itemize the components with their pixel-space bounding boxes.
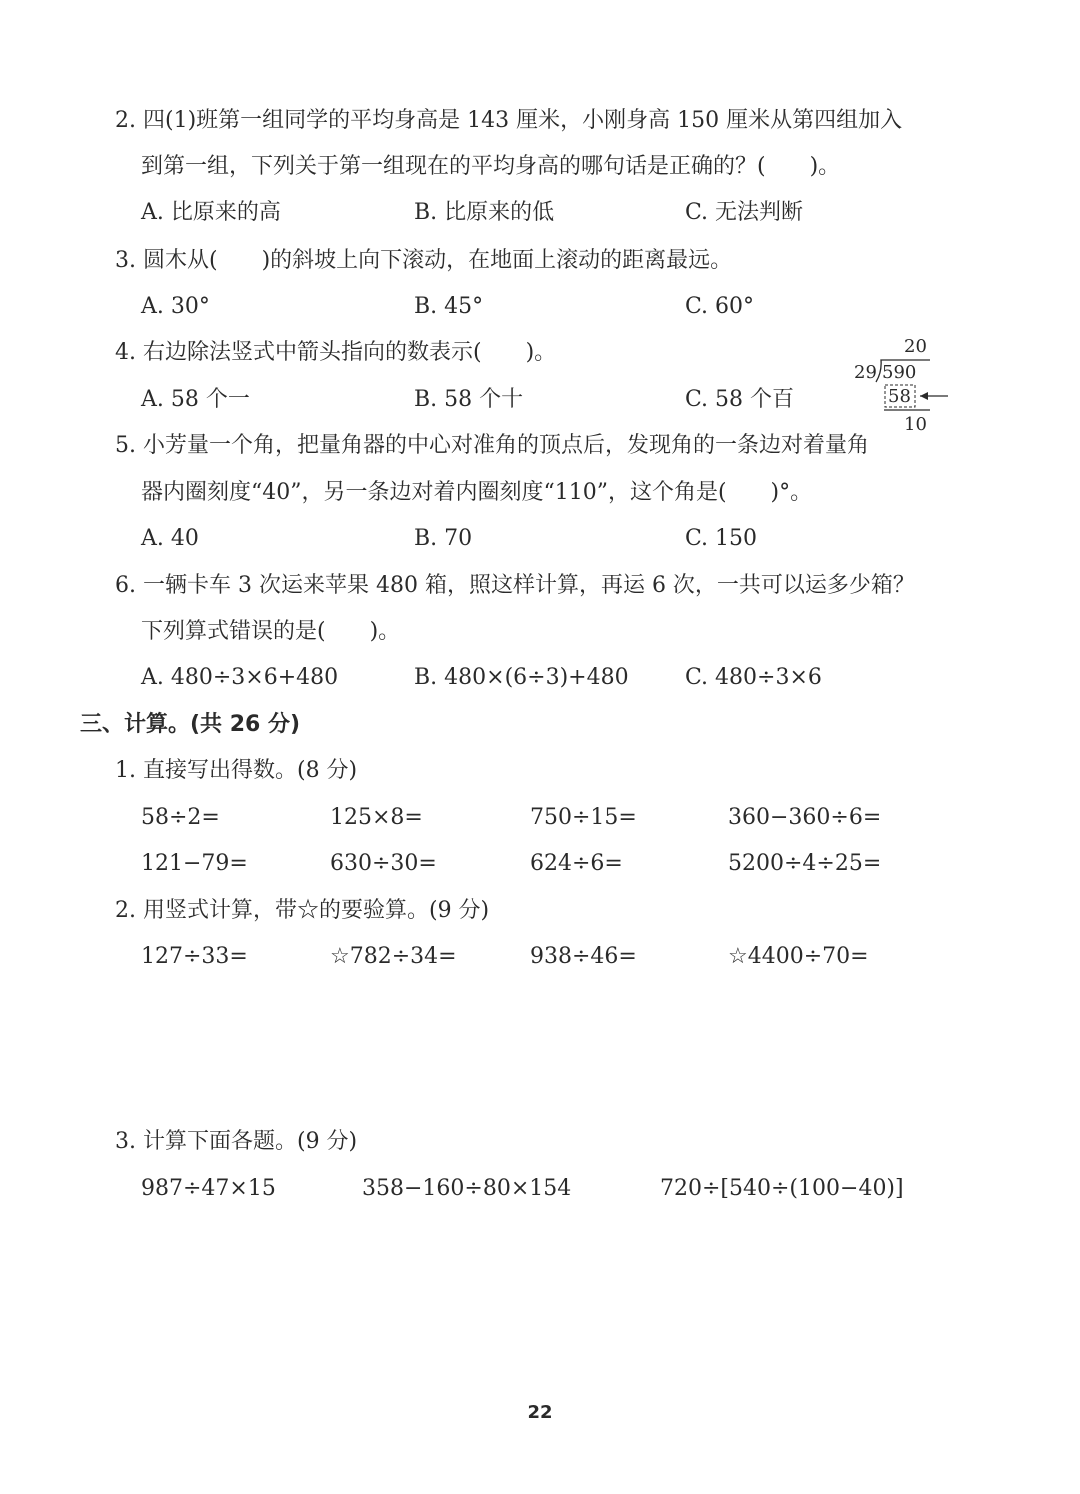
q6-option-a: A. 480÷3×6+480	[141, 665, 339, 690]
q2-option-a: A. 比原来的高	[141, 200, 281, 225]
p2-item: ☆782÷34=	[330, 944, 457, 969]
p3-item: 720÷[540÷(100−40)]	[660, 1176, 904, 1201]
q3-option-c: C. 60°	[685, 294, 755, 319]
division-divisor: 29	[854, 362, 877, 383]
q4-stem: 4. 右边除法竖式中箭头指向的数表示( )。	[115, 340, 557, 365]
q5-option-c: C. 150	[685, 526, 758, 551]
p3-item: 987÷47×15	[141, 1176, 276, 1201]
q6-option-b: B. 480×(6÷3)+480	[414, 665, 629, 690]
q6-stem-line2: 下列算式错误的是( )。	[141, 619, 401, 644]
q2-stem-line1: 2. 四(1)班第一组同学的平均身高是 143 厘米，小刚身高 150 厘米从第四组加入	[115, 108, 903, 133]
q5-option-a: A. 40	[141, 526, 199, 551]
p2-item: 938÷46=	[530, 944, 637, 969]
q2-stem-line2: 到第一组，下列关于第一组现在的平均身高的哪句话是正确的？( )。	[141, 154, 841, 179]
q3-stem: 3. 圆木从( )的斜坡上向下滚动，在地面上滚动的距离最远。	[115, 248, 733, 273]
q5-option-b: B. 70	[414, 526, 473, 551]
long-division-figure	[850, 336, 960, 436]
arrow-head-icon	[920, 392, 928, 400]
p1-item: 5200÷4÷25=	[728, 851, 882, 876]
page-number: 22	[527, 1402, 553, 1423]
division-lines	[850, 336, 960, 436]
division-remainder: 10	[904, 414, 927, 435]
p1-item: 58÷2=	[141, 805, 220, 830]
q2-option-b: B. 比原来的低	[414, 200, 555, 225]
p1-item: 360−360÷6=	[728, 805, 882, 830]
q3-option-b: B. 45°	[414, 294, 484, 319]
p1-item: 630÷30=	[330, 851, 437, 876]
dashed-box	[885, 385, 915, 407]
p2-title: 2. 用竖式计算，带☆的要验算。(9 分)	[115, 898, 490, 923]
p1-item: 750÷15=	[530, 805, 637, 830]
q5-stem-line1: 5. 小芳量一个角，把量角器的中心对准角的顶点后，发现角的一条边对着量角	[115, 433, 869, 458]
p3-item: 358−160÷80×154	[362, 1176, 572, 1201]
q2-option-c: C. 无法判断	[685, 200, 804, 225]
q6-stem-line1: 6. 一辆卡车 3 次运来苹果 480 箱，照这样计算，再运 6 次，一共可以运多少箱？	[115, 573, 915, 598]
p2-item: ☆4400÷70=	[728, 944, 869, 969]
division-product: 58	[888, 386, 911, 407]
p3-title: 3. 计算下面各题。(9 分)	[115, 1129, 358, 1154]
p1-item: 624÷6=	[530, 851, 623, 876]
q4-option-b: B. 58 个十	[414, 387, 524, 412]
p1-title: 1. 直接写出得数。(8 分)	[115, 758, 358, 783]
p1-item: 125×8=	[330, 805, 423, 830]
division-bracket	[876, 360, 930, 382]
division-quotient: 20	[904, 336, 927, 357]
q4-option-c: C. 58 个百	[685, 387, 795, 412]
division-dividend: 590	[882, 362, 917, 383]
section-title: 三、计算。(共 26 分)	[80, 712, 301, 737]
q5-stem-line2: 器内圈刻度“40”，另一条边对着内圈刻度“110”，这个角是( )°。	[141, 480, 813, 505]
q6-option-c: C. 480÷3×6	[685, 665, 822, 690]
p1-item: 121−79=	[141, 851, 248, 876]
q3-option-a: A. 30°	[141, 294, 210, 319]
p2-item: 127÷33=	[141, 944, 248, 969]
q4-option-a: A. 58 个一	[141, 387, 250, 412]
